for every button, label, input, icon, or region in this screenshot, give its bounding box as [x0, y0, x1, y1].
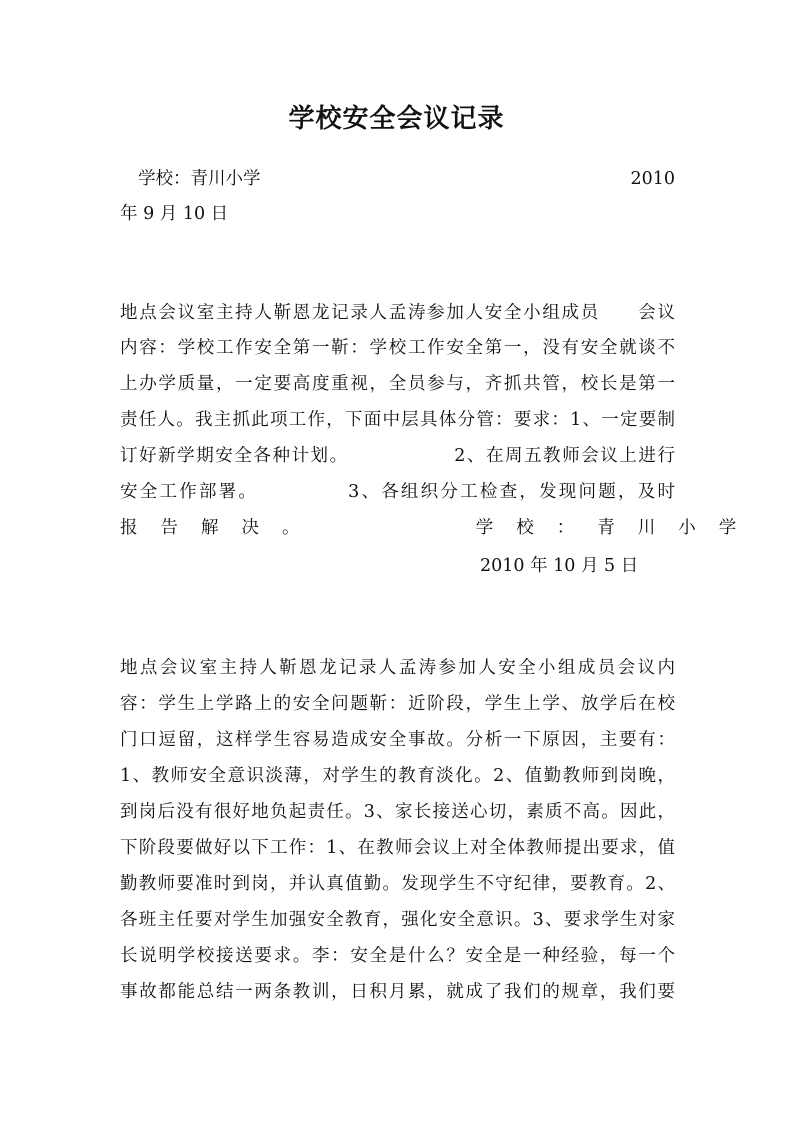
record1-line: 安全工作部署。 3、各组织分工检查，发现问题，及时 — [120, 482, 675, 502]
record2-line: 到岗后没有很好地负起责任。3、家长接送心切，素质不高。因此， — [120, 802, 675, 822]
record1-line: 内容：学校工作安全第一靳：学校工作安全第一，没有安全就谈不 — [120, 338, 675, 358]
document-title: 学校安全会议记录 — [288, 104, 505, 134]
record1-line: 报告解决。 学校：青川小学 — [120, 518, 760, 538]
record2-line: 长说明学校接送要求。李：安全是什么？安全是一种经验，每一个 — [120, 946, 675, 966]
record2-line: 1、教师安全意识淡薄，对学生的教育淡化。2、值勤教师到岗晚， — [120, 766, 675, 786]
record2-line: 勤教师要准时到岗，并认真值勤。发现学生不守纪律，要教育。2、 — [120, 874, 675, 894]
record1-date: 2010 年 10 月 5 日 — [480, 556, 639, 576]
record2-line: 门口逗留，这样学生容易造成安全事故。分析一下原因，主要有： — [120, 730, 675, 750]
record1-line: 上办学质量，一定要高度重视，全员参与，齐抓共管，校长是第一 — [120, 374, 675, 394]
record2-line: 容：学生上学路上的安全问题靳：近阶段，学生上学、放学后在校 — [120, 694, 675, 714]
record2-line: 下阶段要做好以下工作：1、在教师会议上对全体教师提出要求，值 — [120, 838, 675, 858]
record2-line: 事故都能总结一两条教训，日积月累，就成了我们的规章，我们要 — [120, 982, 675, 1002]
record1-line: 地点会议室主持人靳恩龙记录人孟涛参加人安全小组成员 会议 — [120, 303, 675, 323]
date-year: 2010 — [630, 169, 675, 189]
record2-line: 各班主任要对学生加强安全教育，强化安全意识。3、要求学生对家 — [120, 910, 675, 930]
record2-line: 地点会议室主持人靳恩龙记录人孟涛参加人安全小组成员会议内 — [120, 658, 675, 678]
school-name: 学校：青川小学 — [138, 169, 261, 189]
date-continuation: 年 9 月 10 日 — [120, 204, 229, 224]
record1-line: 责任人。我主抓此项工作，下面中层具体分管：要求：1、一定要制 — [120, 410, 675, 430]
record1-line: 订好新学期安全各种计划。 2、在周五教师会议上进行 — [120, 446, 675, 466]
school-date-line — [120, 162, 675, 196]
